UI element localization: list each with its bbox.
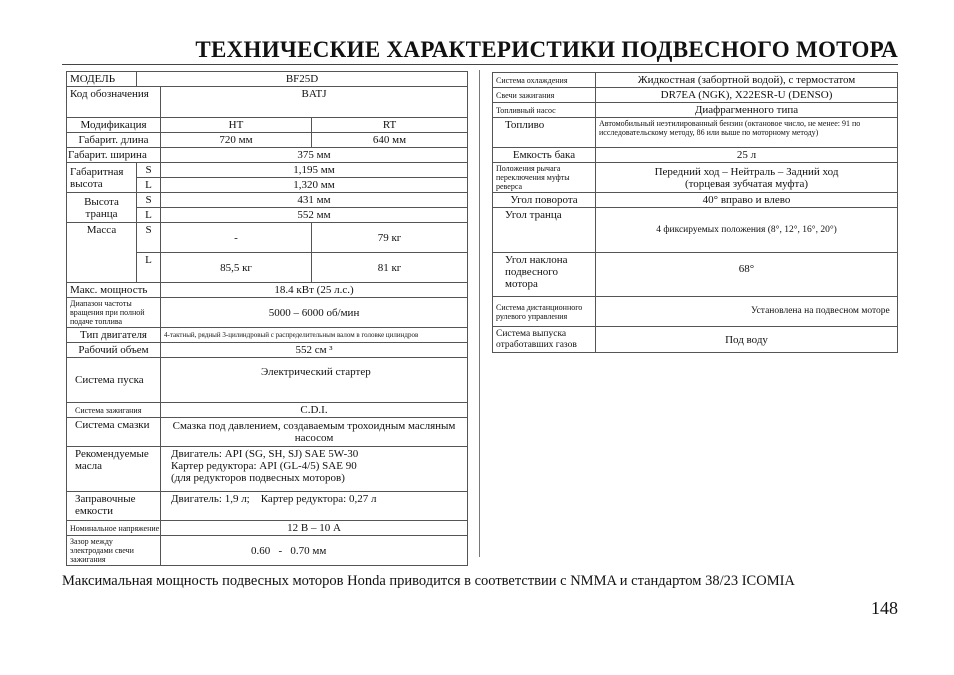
shift-label: Положения рычага переключения муфты реверса bbox=[493, 163, 596, 193]
transom-l-marker: L bbox=[137, 208, 161, 223]
column-divider bbox=[479, 70, 480, 557]
tank-value: 25 л bbox=[596, 148, 898, 163]
transom-angle-value: 4 фиксируемых положения (8°, 12°, 16°, 20°) bbox=[596, 208, 898, 253]
length-ht: 720 мм bbox=[161, 133, 312, 148]
oil-label: Рекомендуемые масла bbox=[67, 447, 161, 492]
width-value: 375 мм bbox=[161, 148, 468, 163]
model-label: МОДЕЛЬ bbox=[67, 72, 137, 87]
capacity-label: Заправочные емкости bbox=[67, 492, 161, 521]
height-l-value: 1,320 мм bbox=[161, 178, 468, 193]
cooling-label: Система охлаждения bbox=[493, 73, 596, 88]
power-label: Макс. мощность bbox=[67, 283, 161, 298]
mass-label: Масса bbox=[67, 223, 137, 283]
length-rt: 640 мм bbox=[312, 133, 468, 148]
exhaust-value: Под воду bbox=[596, 327, 898, 353]
oil-value bbox=[161, 447, 468, 492]
spec-table-left bbox=[66, 71, 468, 566]
engine-type-value: 4-тактный, рядный 3-цилиндровый с распределительным валом в головке цилиндров bbox=[161, 328, 468, 343]
mass-s-rt: 79 кг bbox=[312, 223, 468, 253]
transom-s-marker: S bbox=[137, 193, 161, 208]
displacement-value: 552 см ³ bbox=[161, 343, 468, 358]
length-label: Габарит. длина bbox=[67, 133, 161, 148]
transom-l-value: 552 мм bbox=[161, 208, 468, 223]
tilt-angle-label: Угол наклона подвесного мотора bbox=[493, 253, 596, 297]
power-value: 18.4 кВт (25 л.с.) bbox=[161, 283, 468, 298]
modification-label: Модификация bbox=[67, 118, 161, 133]
page-title: ТЕХНИЧЕСКИЕ ХАРАКТЕРИСТИКИ ПОДВЕСНОГО МОТОРА bbox=[195, 37, 898, 62]
exhaust-label: Система выпуска отработавших газов bbox=[493, 327, 596, 353]
capacity-value: Двигатель: 1,9 л; Картер редуктора: 0,27 л bbox=[161, 492, 468, 521]
width-label: Габарит. ширина bbox=[67, 148, 161, 163]
remote-steering-label: Система дистанционного рулевого управления bbox=[493, 297, 596, 327]
transom-label: Высота транца bbox=[67, 193, 137, 223]
transom-s-value: 431 мм bbox=[161, 193, 468, 208]
spec-table-right bbox=[492, 72, 898, 353]
height-l-marker: L bbox=[137, 178, 161, 193]
rpm-label: Диапазон частоты вращения при полной подаче топлива bbox=[67, 298, 161, 328]
modification-rt: RT bbox=[312, 118, 468, 133]
spark-plugs-label: Свечи зажигания bbox=[493, 88, 596, 103]
spark-gap-value: 0.60 - 0.70 мм bbox=[161, 536, 468, 566]
spark-gap-label: Зазор между электродами свечи зажигания bbox=[67, 536, 161, 566]
code-value: BATJ bbox=[161, 87, 468, 118]
shift-line-clutch: (торцевая зубчатая муфта) bbox=[684, 177, 809, 190]
lubrication-value: Смазка под давлением, создаваемым трохоидным масляным насосом bbox=[161, 418, 468, 447]
oil-line-gearcase: Картер редуктора: API (GL-4/5) SAE 90 bbox=[171, 460, 357, 472]
rpm-value: 5000 – 6000 об/мин bbox=[161, 298, 468, 328]
fuel-pump-label: Топливный насос bbox=[493, 103, 596, 118]
lubrication-label: Система смазки bbox=[67, 418, 161, 447]
oil-line-engine: Двигатель: API (SG, SH, SJ) SAE 5W-30 bbox=[171, 448, 359, 460]
mass-l-rt: 81 кг bbox=[312, 253, 468, 283]
mass-s-marker: S bbox=[137, 223, 161, 253]
tilt-angle-value: 68° bbox=[596, 253, 898, 297]
height-s-value: 1,195 мм bbox=[161, 163, 468, 178]
fuel-value: Автомобильный неэтилированный бензин (октановое число, не менее: 91 по исследовательскому методу, 86 или выше по моторному методу) bbox=[596, 118, 898, 148]
title-rule bbox=[62, 64, 898, 65]
voltage-value: 12 В – 10 А bbox=[161, 521, 468, 536]
fuel-pump-value: Диафрагменного типа bbox=[596, 103, 898, 118]
mass-l-ht: 85,5 кг bbox=[161, 253, 312, 283]
remote-steering-value: Установлена на подвесном моторе bbox=[596, 297, 898, 327]
shift-value bbox=[596, 163, 898, 193]
ignition-value: C.D.I. bbox=[161, 403, 468, 418]
oil-line-note: (для редукторов подвесных моторов) bbox=[171, 472, 345, 484]
modification-ht: HT bbox=[161, 118, 312, 133]
code-label: Код обозначения bbox=[67, 87, 161, 118]
transom-angle-label: Угол транца bbox=[493, 208, 596, 253]
cooling-value: Жидкостная (забортной водой), с термостатом bbox=[596, 73, 898, 88]
mass-l-marker: L bbox=[137, 253, 161, 283]
displacement-label: Рабочий объем bbox=[67, 343, 161, 358]
ignition-label: Система зажигания bbox=[67, 403, 161, 418]
spark-plugs-value: DR7EA (NGK), X22ESR-U (DENSO) bbox=[596, 88, 898, 103]
height-label: Габаритная высота bbox=[67, 163, 137, 193]
mass-s-ht: - bbox=[161, 223, 312, 253]
start-system-value: Электрический стартер bbox=[161, 358, 468, 403]
steering-angle-value: 40° вправо и влево bbox=[596, 193, 898, 208]
shift-line-positions: Передний ход – Нейтраль – Задний ход bbox=[654, 165, 839, 178]
fuel-label: Топливо bbox=[493, 118, 596, 148]
voltage-label: Номинальное напряжение bbox=[67, 521, 161, 536]
footnote: Максимальная мощность подвесных моторов Honda приводится в соответствии с NMMA и стандартом 38/23 ICOMIA bbox=[62, 573, 795, 589]
engine-type-label: Тип двигателя bbox=[67, 328, 161, 343]
height-s-marker: S bbox=[137, 163, 161, 178]
steering-angle-label: Угол поворота bbox=[493, 193, 596, 208]
page-number: 148 bbox=[871, 598, 898, 618]
start-system-label: Система пуска bbox=[67, 358, 161, 403]
tank-label: Емкость бака bbox=[493, 148, 596, 163]
model-value: BF25D bbox=[137, 72, 468, 87]
